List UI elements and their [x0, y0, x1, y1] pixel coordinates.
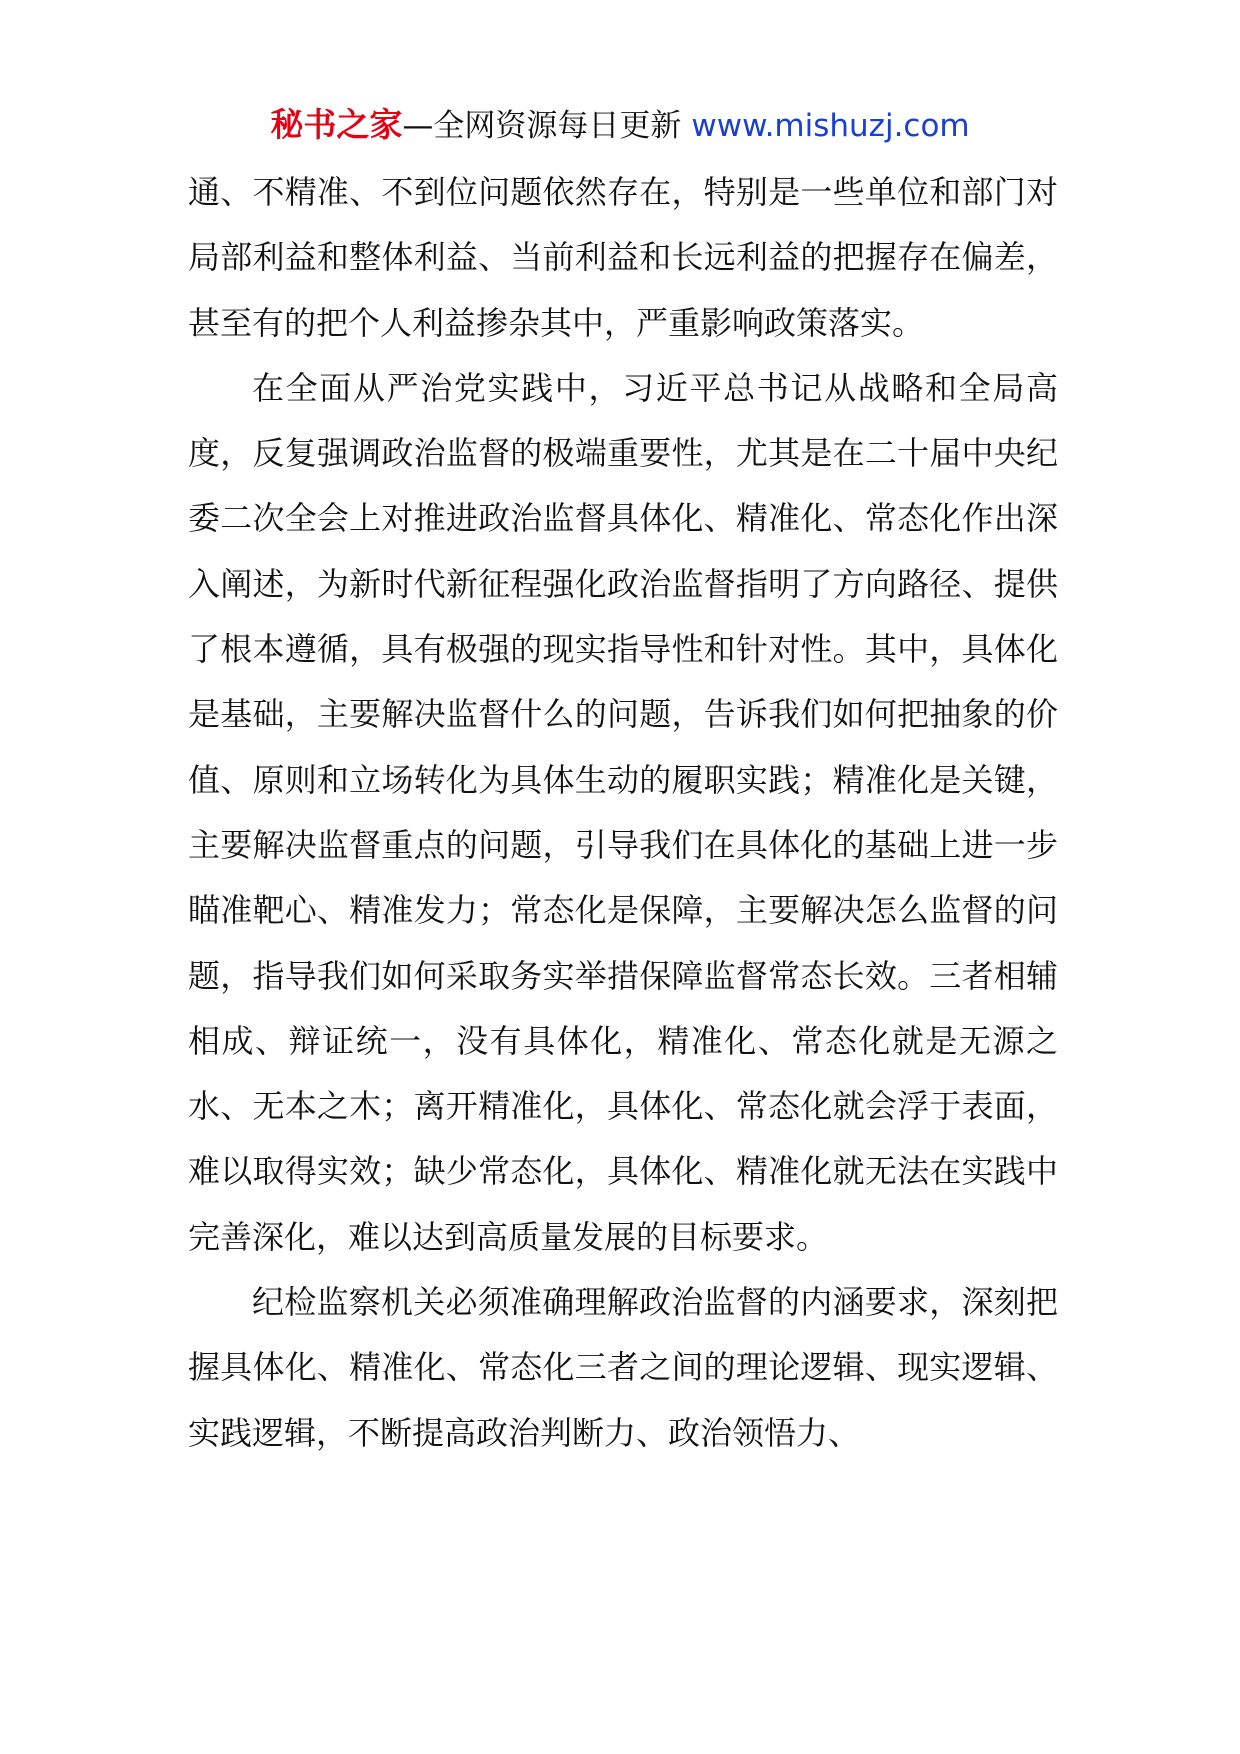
- site-url-link[interactable]: www.mishuzj.com: [691, 108, 970, 144]
- paragraph-continued: 通、不精准、不到位问题依然存在，特别是一些单位和部门对局部利益和整体利益、当前利益和长远利益的把握存在偏差，甚至有的把个人利益掺杂其中，严重影响政策落实。: [188, 173, 1058, 342]
- paragraph: 纪检监察机关必须准确理解政治监督的内涵要求，深刻把握具体化、精准化、常态化三者之间的理论逻辑、现实逻辑、实践逻辑，不断提高政治判断力、政治领悟力、: [188, 1283, 1058, 1452]
- site-header: [0, 100, 1240, 151]
- document-body: [188, 160, 1058, 1466]
- paragraph: 在全面从严治党实践中，习近平总书记从战略和全局高度，反复强调政治监督的极端重要性，尤其是在二十届中央纪委二次全会上对推进政治监督具体化、精准化、常态化作出深入阐述，为新时代新征程强化政治监督指明了方向路径、提供了根本遵循，具有极强的现实指导性和针对性。其中，具体化是基础，主要解决监督什么的问题，告诉我们如何把抽象的价值、原则和立场转化为具体生动的履职实践；精准化是关键，主要解决监督重点的问题，引导我们在具体化的基础上进一步瞄准靶心、精准发力；常态化是保障，主要解决怎么监督的问题，指导我们如何采取务实举措保障监督常态长效。三者相辅相成、辩证统一，没有具体化，精准化、常态化就是无源之水、无本之木；离开精准化，具体化、常态化就会浮于表面，难以取得实效；缺少常态化，具体化、精准化就无法在实践中完善深化，难以达到高质量发展的目标要求。: [188, 368, 1058, 1256]
- site-brand: 秘书之家: [270, 105, 403, 144]
- site-slogan: —全网资源每日更新: [402, 108, 682, 144]
